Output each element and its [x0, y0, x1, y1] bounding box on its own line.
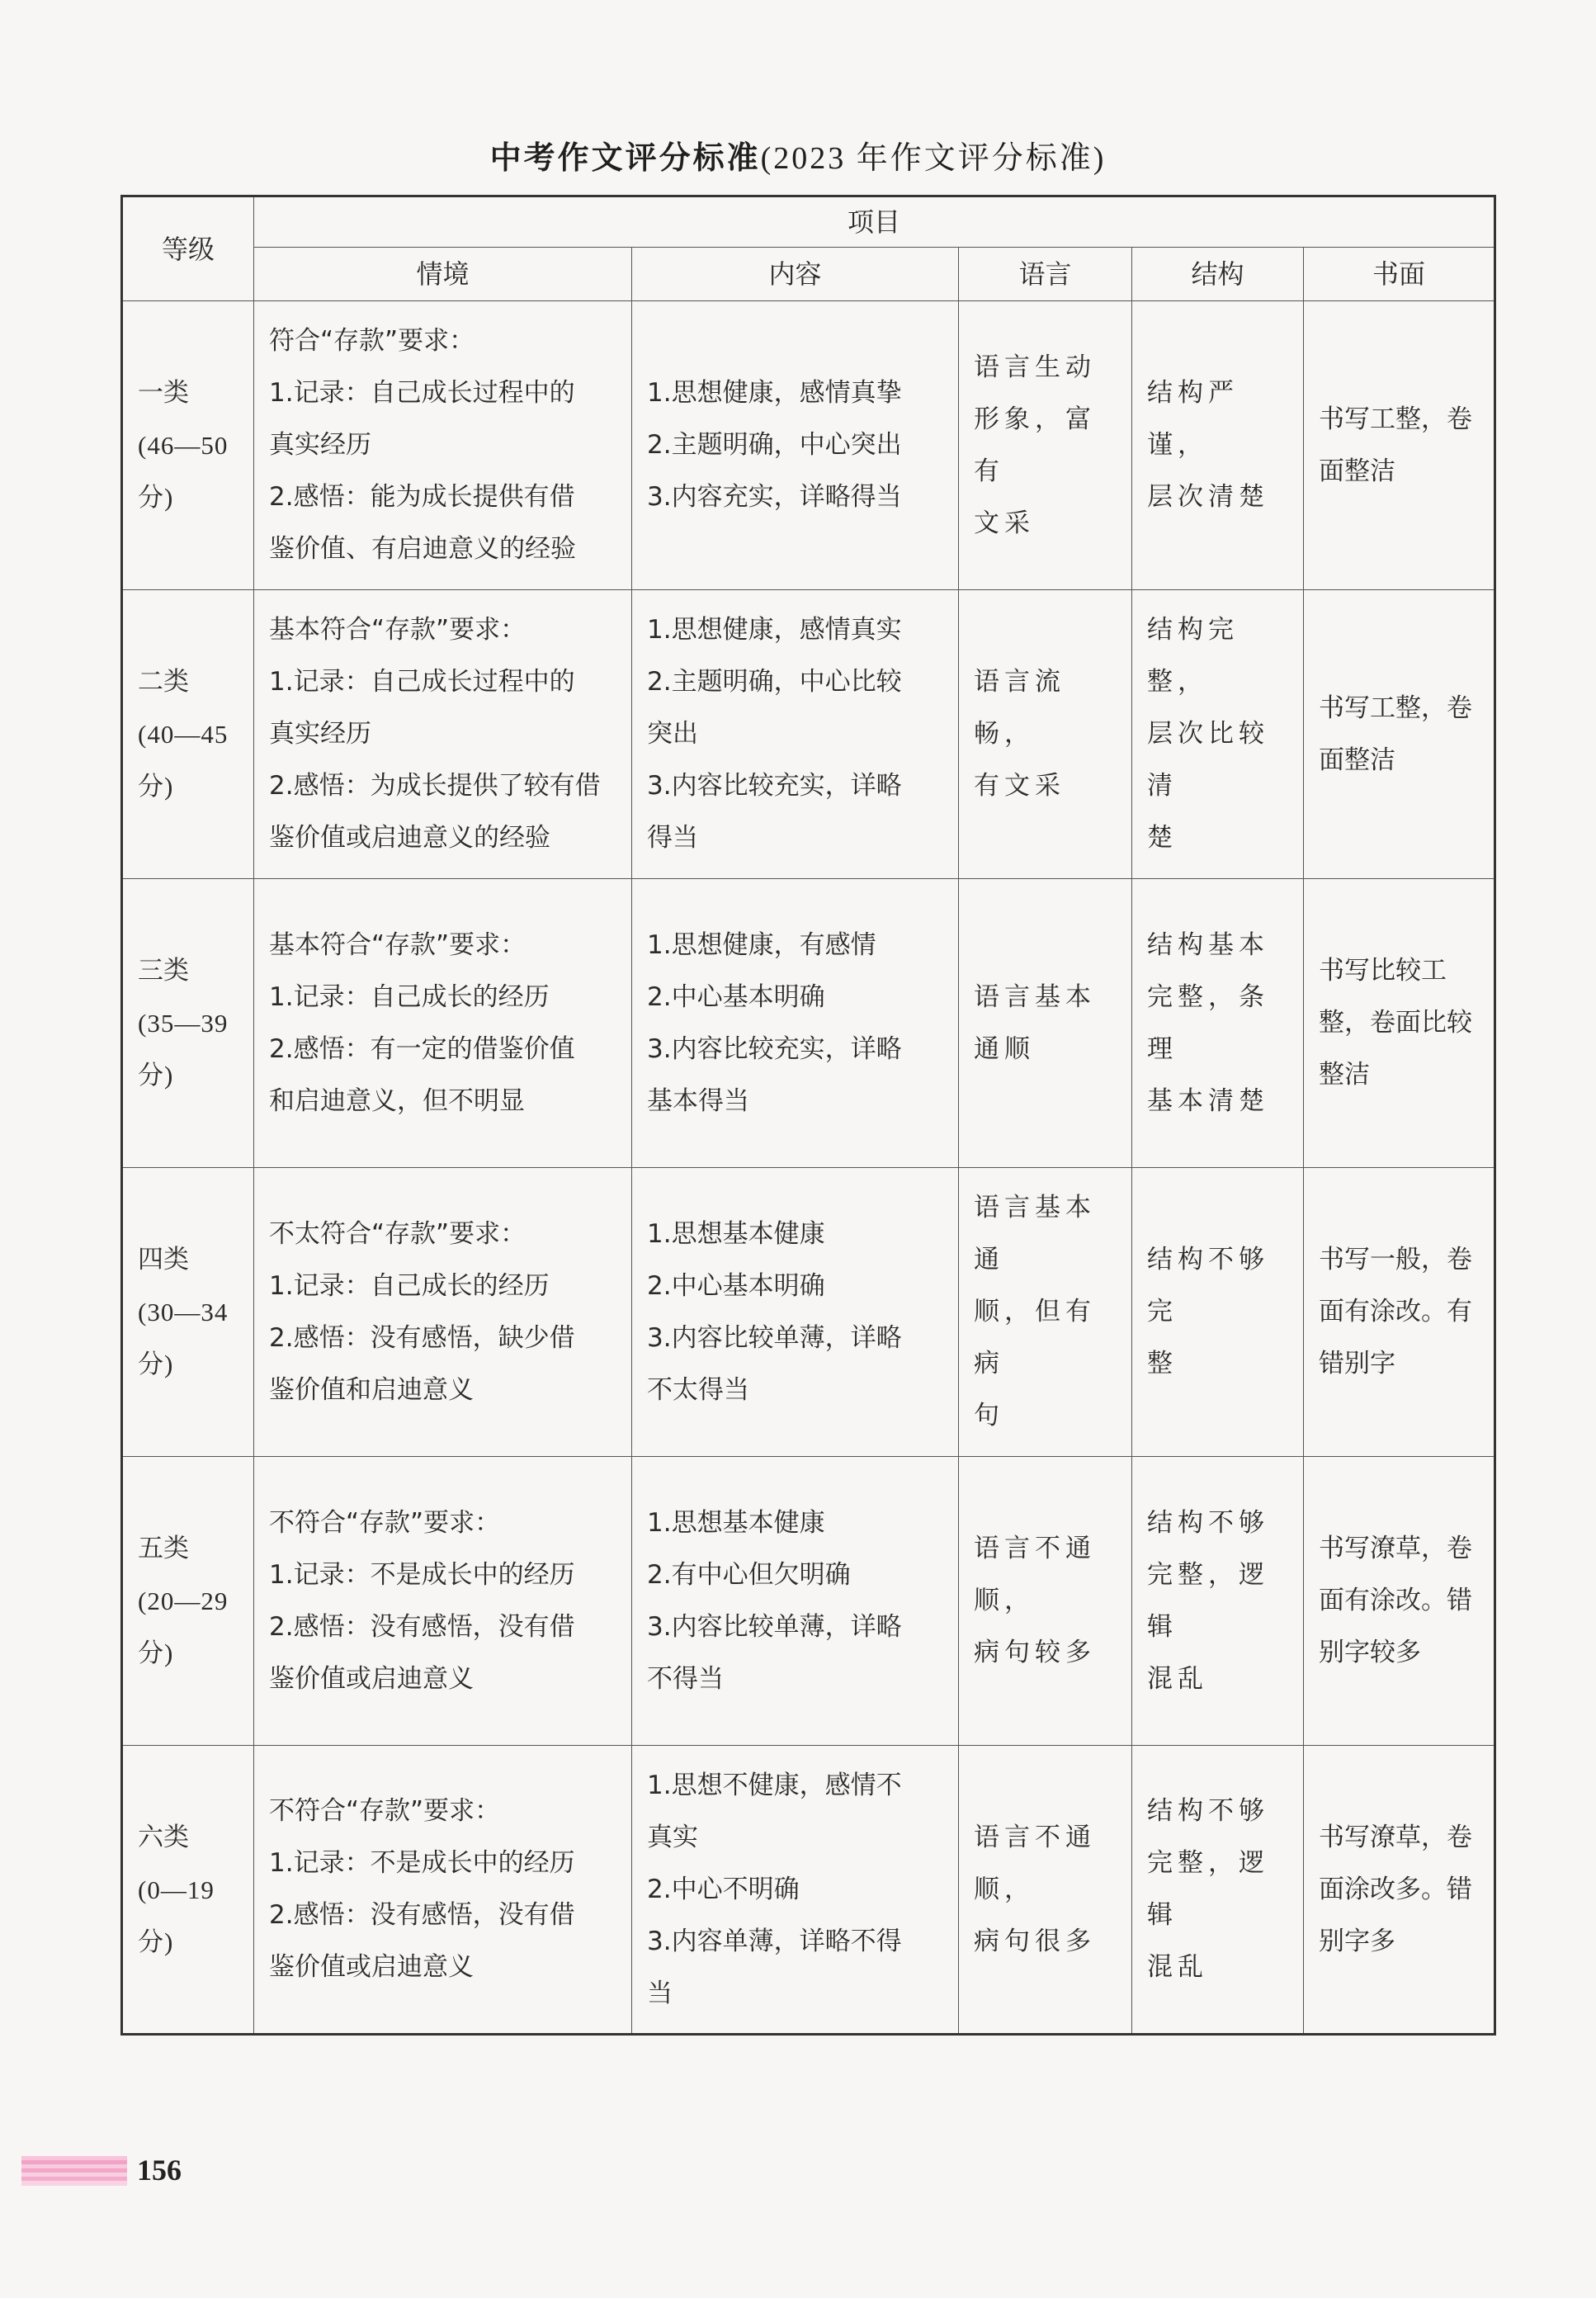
cell-context-line: 符合“存款”要求： — [269, 326, 475, 356]
cell-content-line: 1.思想健康，感情真实 — [647, 615, 902, 645]
cell-writing — [1304, 879, 1495, 1168]
level-score-line: 分) — [138, 1061, 174, 1090]
cell-context-line: 鉴价值或启迪意义的经验 — [269, 823, 550, 853]
cell-content-line: 2.主题明确，中心比较 — [647, 667, 902, 697]
cell-content-line: 1.思想基本健康 — [647, 1218, 825, 1249]
cell-structure — [1132, 1746, 1304, 2035]
cell-content-line: 不得当 — [647, 1663, 724, 1694]
cell-structure-line: 楚 — [1147, 823, 1178, 853]
cell-context-line: 鉴价值或启迪意义 — [269, 1952, 474, 1982]
cell-content — [632, 1457, 959, 1746]
level-score-line: (30—34 — [138, 1298, 229, 1326]
cell-language-line: 顺，但有病 — [974, 1297, 1096, 1378]
table-row — [122, 879, 1495, 1168]
cell-content-line: 3.内容比较单薄，详略 — [647, 1322, 902, 1353]
cell-structure-line: 完整，逻辑 — [1147, 1848, 1269, 1930]
cell-context-line: 2.感悟：有一定的借鉴价值 — [269, 1033, 575, 1064]
cell-content-line: 1.思想基本健康 — [647, 1507, 825, 1538]
cell-writing-line: 书写潦草，卷 — [1319, 1822, 1472, 1852]
cell-context-line: 不符合“存款”要求： — [269, 1796, 501, 1826]
cell-structure-line: 基本清楚 — [1147, 1085, 1269, 1116]
level-score-line: (46—50 — [138, 431, 229, 460]
cell-writing-line: 整洁 — [1319, 1060, 1370, 1090]
cell-content-line: 2.中心不明确 — [647, 1874, 800, 1904]
cell-language-line: 语言不通顺， — [974, 1534, 1096, 1615]
header-writing: 书面 — [1304, 248, 1495, 301]
cell-language — [959, 1746, 1132, 2035]
table-row — [122, 1168, 1495, 1457]
cell-context-line: 不符合“存款”要求： — [269, 1507, 501, 1538]
cell-writing-line: 面整洁 — [1319, 745, 1395, 775]
cell-writing — [1304, 1168, 1495, 1457]
cell-writing-line: 书写一般，卷 — [1319, 1245, 1472, 1274]
cell-structure-line: 层次清楚 — [1147, 482, 1269, 512]
cell-language-line: 语言基本通 — [974, 1193, 1096, 1274]
cell-context — [254, 879, 632, 1168]
table-row — [122, 1746, 1495, 2035]
level-score-line: 分) — [138, 483, 174, 512]
table-subheader-row — [122, 248, 1495, 301]
cell-structure-line: 结构完整， — [1147, 615, 1239, 697]
cell-content-line: 当 — [647, 1978, 673, 2008]
cell-language — [959, 301, 1132, 590]
cell-writing-line: 面有涂改。有 — [1319, 1297, 1472, 1326]
cell-structure — [1132, 879, 1304, 1168]
cell-writing — [1304, 301, 1495, 590]
cell-context-line: 鉴价值或启迪意义 — [269, 1663, 474, 1694]
level-score-line: (20—29 — [138, 1586, 229, 1615]
cell-language-line: 形象，富有 — [974, 404, 1096, 486]
cell-structure-line: 结构不够完 — [1147, 1245, 1269, 1326]
cell-structure — [1132, 590, 1304, 879]
level-name: 一类 — [138, 378, 189, 408]
level-score-line: (35—39 — [138, 1009, 229, 1038]
cell-content-line: 3.内容比较单薄，详略 — [647, 1611, 902, 1642]
cell-content-line: 3.内容充实，详略得当 — [647, 482, 902, 512]
cell-level — [122, 879, 254, 1168]
cell-context — [254, 1168, 632, 1457]
cell-content-line: 1.思想健康，感情真挚 — [647, 378, 902, 408]
cell-structure-line: 结构不够 — [1147, 1796, 1269, 1826]
cell-language-line: 语言不通顺， — [974, 1822, 1096, 1904]
cell-content-line: 3.内容比较充实，详略 — [647, 771, 902, 801]
header-context: 情境 — [254, 248, 632, 301]
level-name: 二类 — [138, 667, 189, 697]
cell-context-line: 和启迪意义，但不明显 — [269, 1085, 525, 1116]
cell-structure-line: 结构基本 — [1147, 929, 1269, 960]
cell-content-line: 得当 — [647, 823, 698, 853]
cell-writing-line: 错别字 — [1319, 1349, 1395, 1378]
cell-context-line: 1.记录：自己成长过程中的 — [269, 667, 575, 697]
cell-context-line: 鉴价值和启迪意义 — [269, 1374, 474, 1405]
table-row — [122, 1457, 1495, 1746]
table-header-row — [122, 196, 1495, 248]
cell-writing-line: 书写潦草，卷 — [1319, 1534, 1472, 1563]
cell-content — [632, 1168, 959, 1457]
cell-context-line: 2.感悟：没有感悟，缺少借 — [269, 1322, 575, 1353]
cell-content — [632, 590, 959, 879]
cell-context-line: 1.记录：不是成长中的经历 — [269, 1848, 575, 1878]
cell-structure-line: 混乱 — [1147, 1663, 1208, 1694]
cell-context-line: 真实经历 — [269, 719, 371, 749]
title-main: 中考作文评分标准 — [489, 139, 761, 176]
cell-context-line: 1.记录：不是成长中的经历 — [269, 1559, 575, 1590]
cell-content-line: 3.内容比较充实，详略 — [647, 1033, 902, 1064]
cell-context-line: 1.记录：自己成长的经历 — [269, 981, 550, 1012]
cell-level — [122, 1168, 254, 1457]
cell-writing-line: 书写工整，卷 — [1319, 693, 1472, 723]
cell-language — [959, 879, 1132, 1168]
level-score-line: 分) — [138, 1927, 174, 1956]
cell-content-line: 1.思想健康，有感情 — [647, 929, 876, 960]
cell-language — [959, 1168, 1132, 1457]
cell-content — [632, 1746, 959, 2035]
cell-context-line: 鉴价值、有启迪意义的经验 — [269, 534, 576, 564]
table-row — [122, 301, 1495, 590]
cell-context-line: 2.感悟：没有感悟，没有借 — [269, 1900, 575, 1930]
level-name: 四类 — [138, 1245, 189, 1274]
cell-content-line: 1.思想不健康，感情不 — [647, 1770, 902, 1800]
header-items: 项目 — [254, 196, 1495, 248]
table-row — [122, 590, 1495, 879]
level-score-line: (0—19 — [138, 1875, 215, 1904]
cell-writing — [1304, 1746, 1495, 2035]
cell-content-line: 2.中心基本明确 — [647, 1270, 825, 1301]
cell-context — [254, 1746, 632, 2035]
cell-context-line: 基本符合“存款”要求： — [269, 929, 526, 960]
cell-context-line: 1.记录：自己成长过程中的 — [269, 378, 575, 408]
cell-structure-line: 结构不够 — [1147, 1507, 1269, 1538]
cell-writing-line: 别字较多 — [1319, 1638, 1421, 1667]
cell-content-line: 突出 — [647, 719, 698, 749]
cell-structure-line: 完整，逻辑 — [1147, 1559, 1269, 1642]
cell-writing-line: 书写比较工 — [1319, 956, 1447, 986]
cell-writing-line: 面有涂改。错 — [1319, 1586, 1472, 1615]
header-grade: 等级 — [122, 196, 254, 301]
cell-content-line: 2.主题明确，中心突出 — [647, 430, 902, 460]
cell-language-line: 语言流畅， — [974, 667, 1065, 749]
level-name: 五类 — [138, 1534, 189, 1563]
cell-writing — [1304, 590, 1495, 879]
cell-context-line: 基本符合“存款”要求： — [269, 615, 526, 645]
cell-context-line: 1.记录：自己成长的经历 — [269, 1270, 550, 1301]
page-number: 156 — [137, 2154, 182, 2187]
title-sub: (2023 年作文评分标准) — [760, 141, 1107, 176]
cell-language-line: 语言生动 — [974, 352, 1096, 382]
cell-writing-line: 面整洁 — [1319, 456, 1395, 486]
cell-language-line: 通顺 — [974, 1033, 1035, 1064]
header-content: 内容 — [632, 248, 959, 301]
cell-writing-line: 整，卷面比较 — [1319, 1008, 1472, 1038]
cell-structure-line: 完整，条理 — [1147, 981, 1269, 1064]
cell-context — [254, 301, 632, 590]
cell-structure — [1132, 301, 1304, 590]
level-score-line: (40—45 — [138, 720, 229, 749]
cell-structure-line: 混乱 — [1147, 1952, 1208, 1982]
cell-level — [122, 1746, 254, 2035]
level-name: 三类 — [138, 956, 189, 986]
grading-table — [120, 195, 1496, 2036]
cell-content-line: 基本得当 — [647, 1085, 749, 1116]
cell-context-line: 2.感悟：为成长提供了较有借 — [269, 771, 601, 801]
level-score-line: 分) — [138, 1350, 174, 1378]
cell-context-line: 不太符合“存款”要求： — [269, 1218, 526, 1249]
cell-structure-line: 整 — [1147, 1349, 1178, 1378]
cell-language-line: 语言基本 — [974, 981, 1096, 1012]
cell-content — [632, 301, 959, 590]
cell-language-line: 文采 — [974, 508, 1035, 538]
level-score-line: 分) — [138, 772, 174, 801]
cell-context — [254, 1457, 632, 1746]
cell-content-line: 2.中心基本明确 — [647, 981, 825, 1012]
cell-content-line: 2.有中心但欠明确 — [647, 1559, 851, 1590]
cell-writing-line: 别字多 — [1319, 1926, 1395, 1956]
cell-language-line: 病句较多 — [974, 1638, 1096, 1667]
cell-structure-line: 层次比较清 — [1147, 719, 1269, 801]
page-title — [0, 132, 1596, 177]
cell-context-line: 2.感悟：能为成长提供有借 — [269, 482, 575, 512]
cell-language — [959, 1457, 1132, 1746]
cell-language — [959, 590, 1132, 879]
cell-content-line: 不太得当 — [647, 1374, 749, 1405]
cell-content-line: 真实 — [647, 1822, 698, 1852]
cell-structure — [1132, 1168, 1304, 1457]
cell-writing — [1304, 1457, 1495, 1746]
header-language: 语言 — [959, 248, 1132, 301]
cell-content — [632, 879, 959, 1168]
cell-content-line: 3.内容单薄，详略不得 — [647, 1926, 902, 1956]
cell-level — [122, 590, 254, 879]
cell-context-line: 2.感悟：没有感悟，没有借 — [269, 1611, 575, 1642]
page-tab-decoration — [21, 2156, 127, 2186]
cell-structure-line: 结构严谨， — [1147, 378, 1239, 460]
cell-level — [122, 301, 254, 590]
cell-level — [122, 1457, 254, 1746]
cell-context — [254, 590, 632, 879]
header-structure: 结构 — [1132, 248, 1304, 301]
cell-language-line: 病句很多 — [974, 1926, 1096, 1956]
cell-writing-line: 书写工整，卷 — [1319, 404, 1472, 434]
table-body — [122, 301, 1495, 2035]
cell-context-line: 真实经历 — [269, 430, 371, 460]
cell-language-line: 句 — [974, 1401, 1004, 1430]
cell-structure — [1132, 1457, 1304, 1746]
cell-writing-line: 面涂改多。错 — [1319, 1874, 1472, 1904]
level-score-line: 分) — [138, 1638, 174, 1667]
cell-language-line: 有文采 — [974, 771, 1065, 801]
level-name: 六类 — [138, 1822, 189, 1852]
